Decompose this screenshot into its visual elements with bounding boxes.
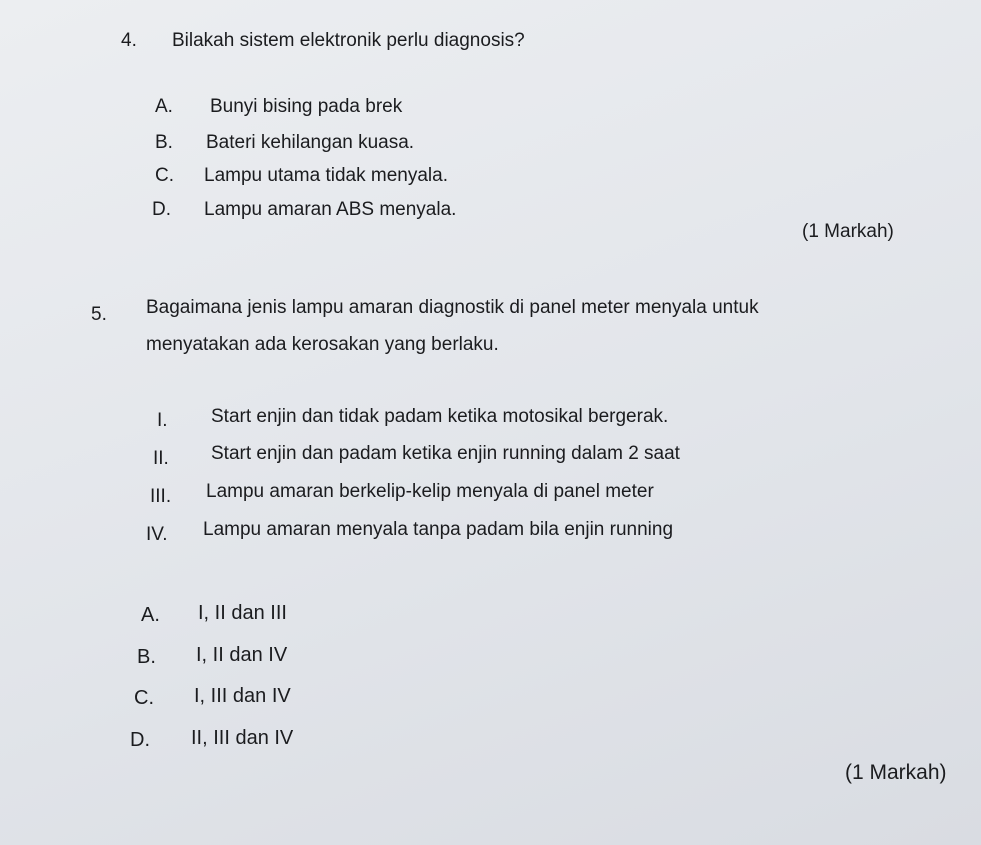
option-text: I, III dan IV [194, 685, 291, 707]
question-text-line-2: menyatakan ada kerosakan yang berlaku. [146, 334, 499, 355]
statement-numeral: III. [150, 486, 172, 507]
statement-text: Lampu amaran menyala tanpa padam bila enjin running [203, 519, 674, 540]
statement-text: Lampu amaran berkelip-kelip menyala di panel meter [206, 481, 654, 502]
statement-text: Start enjin dan padam ketika enjin running dalam 2 saat [211, 443, 680, 464]
option-text: Lampu utama tidak menyala. [204, 165, 448, 186]
question-number: 4. [121, 30, 137, 51]
option-letter: C. [134, 687, 154, 709]
option-letter: A. [155, 96, 173, 117]
option-text: I, II dan IV [196, 644, 288, 666]
question-text: Bilakah sistem elektronik perlu diagnosis? [172, 30, 525, 51]
question-number: 5. [91, 304, 107, 325]
option-text: Bateri kehilangan kuasa. [206, 132, 415, 153]
statement-text: Start enjin dan tidak padam ketika motosikal bergerak. [211, 406, 669, 427]
statement-numeral: I. [157, 410, 168, 431]
option-letter: B. [137, 646, 156, 668]
option-letter: D. [152, 199, 171, 220]
option-letter: A. [141, 604, 160, 626]
marks-label: (1 Markah) [845, 761, 947, 784]
statement-numeral: IV. [146, 524, 168, 545]
option-text: II, III dan IV [191, 727, 294, 749]
option-text: Bunyi bising pada brek [210, 96, 403, 117]
marks-label: (1 Markah) [802, 221, 894, 242]
option-text: I, II dan III [198, 602, 287, 624]
option-text: Lampu amaran ABS menyala. [204, 199, 457, 220]
option-letter: B. [155, 132, 173, 153]
question-text-line-1: Bagaimana jenis lampu amaran diagnostik di panel meter menyala untuk [146, 297, 759, 318]
statement-numeral: II. [153, 448, 169, 469]
option-letter: D. [130, 729, 150, 751]
option-letter: C. [155, 165, 174, 186]
